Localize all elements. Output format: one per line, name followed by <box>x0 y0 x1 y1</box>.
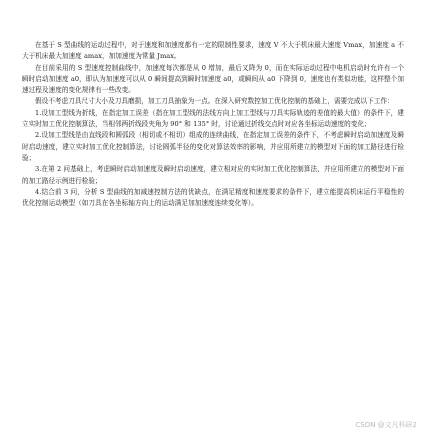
task-item-3: 3.在第 2 问基础上，考虑瞬时启动加速度及瞬时启动速度，建立相对应的实时加工优化控制算法，并应用所建立的模型对下面的加工路径示例进行检验； <box>22 165 404 185</box>
task-item-2: 2.设加工型线是由直线段和圆弧段（相切或不相切）组成的连续曲线，在指定加工误差的条件下，不考虑瞬时启动加速度及瞬时启动速度，建立实时加工优化控制算法，讨论圆弧半径的变化对算法效率的影响，并应用所建立的模型对下面的加工路径进行检验； <box>22 131 404 162</box>
paragraph-s-curve: 在目前采用的 S 型速度控制曲线中，加速度每次都是从 0 增加，最后又降为 0，而在实际运动过程中电机启动时允许有一个瞬时启动加速度 a0，即认为加速度可以从 0 瞬间提高到瞬时加速度 a0，或瞬间从 a0 下降到 0，速度也有类似功能，这样整个加速过程及速度的变化规律有一些改变。 <box>22 63 404 95</box>
document-body <box>22 40 404 209</box>
watermark: CSDN @文凡科研2 <box>355 421 417 429</box>
task-item-4: 4.结合前 3 问，分析 S 型曲线的加减速控制方法的优缺点，在满足精度和速度要求的条件下，建立能提高机床运行平稳性的优化控制运动模型（如刀具在各坐标轴方向上的运动满足加加速度连续变化等）。 <box>22 187 404 208</box>
paragraph-assumptions: 假设不考虑刀具尺寸大小及刀具磨损，加工刀具抽象为一点。在深入研究数控加工优化控制的基础上，需要完成以下工作： <box>35 97 394 106</box>
task-item-1: 1.设加工型线为折线，在指定加工误差（指在加工型线的法线方向上加工型线与刀具实际轨迹的差值的最大值）的条件下，建立实时加工优化控制算法，当相邻两折线段夹角为 90° 和 135° 时，讨论通过折线交点时对应各坐标运动速度的变化； <box>22 108 404 129</box>
paragraph-constraints: 在基于 S 型曲线的运动过程中，对于速度和加速度都有一定的限制性要求，速度 V 不大于机床最大速度 Vmax，加速度 a 不大于机床最大加速度 amax，加加速度为常量 Jmax。 <box>22 41 404 61</box>
